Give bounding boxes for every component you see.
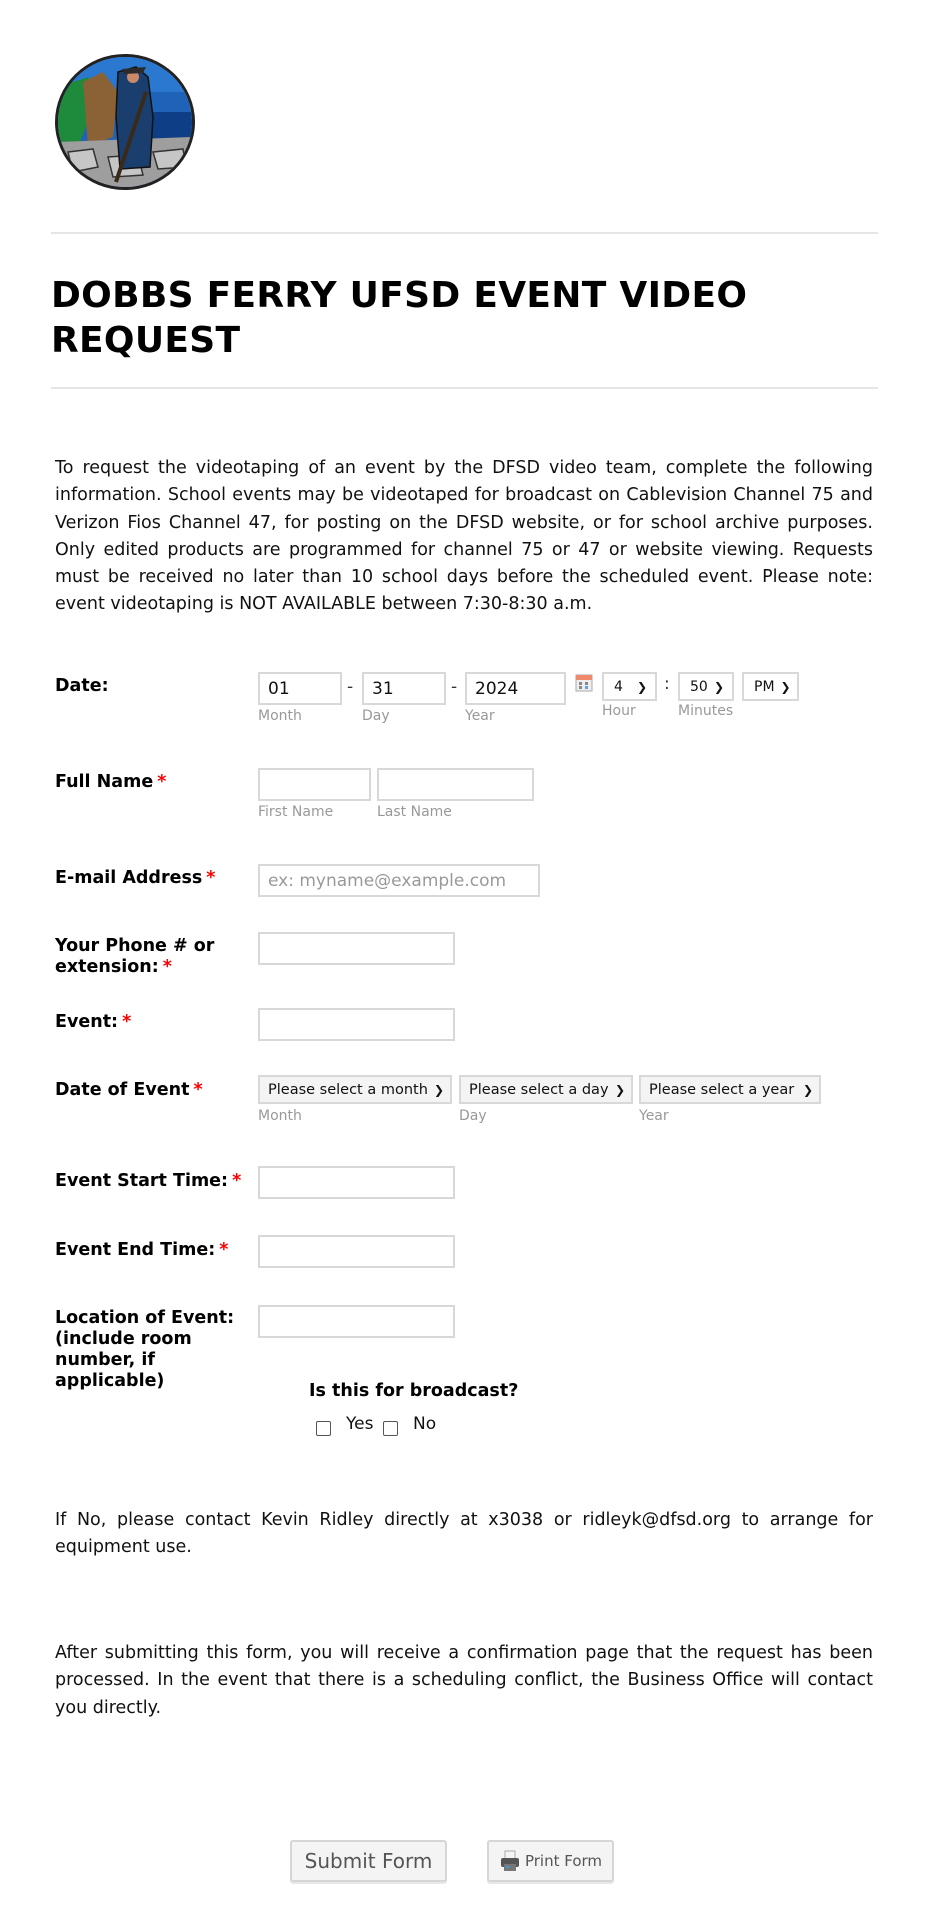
last-name-sublabel: Last Name xyxy=(377,804,452,820)
date-separator: - xyxy=(451,677,458,697)
after-submit-note: After submitting this form, you will receive a confirmation page that the request has been processed. In the event that there is a scheduling conflict, the Business Office will contact you directly. xyxy=(55,1643,873,1718)
date-month-input[interactable] xyxy=(258,672,342,705)
first-name-sublabel: First Name xyxy=(258,804,334,820)
email-label xyxy=(55,868,215,889)
event-month-select[interactable] xyxy=(258,1075,452,1104)
event-input[interactable] xyxy=(258,1008,455,1041)
minutes-sublabel: Minutes xyxy=(678,703,734,719)
if-no-note: If No, please contact Kevin Ridley directly at x3038 or ridleyk@dfsd.org to arrange for equipment use. xyxy=(55,1510,873,1558)
hour-sublabel: Hour xyxy=(602,703,636,719)
page-title xyxy=(51,273,871,363)
required-marker: * xyxy=(193,1080,203,1100)
end-time-label-text: Event End Time: xyxy=(55,1240,216,1260)
broadcast-yes-label: Yes xyxy=(346,1414,374,1434)
event-day-select[interactable] xyxy=(459,1075,633,1104)
end-time-label xyxy=(55,1240,228,1261)
required-marker: * xyxy=(122,1012,132,1032)
event-day-select-value: Please select a day xyxy=(469,1081,609,1098)
hour-select[interactable] xyxy=(602,672,657,701)
required-marker: * xyxy=(162,957,172,977)
first-name-input[interactable] xyxy=(258,768,371,801)
required-marker: * xyxy=(219,1240,229,1260)
date-separator: - xyxy=(347,677,354,697)
chevron-down-icon: ❯ xyxy=(713,679,724,694)
broadcast-yes-checkbox[interactable] xyxy=(316,1421,331,1436)
chevron-down-icon: ❯ xyxy=(802,1082,813,1097)
start-time-label xyxy=(55,1171,241,1192)
printer-icon xyxy=(499,1850,521,1872)
email-input[interactable] xyxy=(258,864,540,897)
district-seal-icon xyxy=(58,57,192,187)
full-name-label xyxy=(55,772,166,793)
page-title-line2: REQUEST xyxy=(51,320,241,361)
date-month-sublabel: Month xyxy=(258,708,302,724)
date-day-sublabel: Day xyxy=(362,708,390,724)
end-time-input[interactable] xyxy=(258,1235,455,1268)
calendar-icon[interactable] xyxy=(575,674,593,692)
broadcast-question: Is this for broadcast? xyxy=(309,1381,519,1401)
date-year-input[interactable] xyxy=(465,672,566,705)
location-label-line1: Location of Event: xyxy=(55,1308,235,1328)
page-title-line1: DOBBS FERRY UFSD EVENT VIDEO xyxy=(51,275,748,316)
broadcast-no-checkbox[interactable] xyxy=(383,1421,398,1436)
date-year-sublabel: Year xyxy=(465,708,495,724)
district-logo xyxy=(55,54,195,190)
required-marker: * xyxy=(232,1171,242,1191)
phone-label-line1: Your Phone # or xyxy=(55,936,215,956)
event-month-select-value: Please select a month xyxy=(268,1081,428,1098)
last-name-input[interactable] xyxy=(377,768,534,801)
event-year-select-value: Please select a year xyxy=(649,1081,795,1098)
submit-form-button[interactable] xyxy=(290,1840,447,1882)
full-name-label-text: Full Name xyxy=(55,772,154,792)
hour-select-value: 4 xyxy=(614,678,623,695)
start-time-label-text: Event Start Time: xyxy=(55,1171,229,1191)
location-label-line3: number, if xyxy=(55,1350,155,1370)
location-input[interactable] xyxy=(258,1305,455,1338)
print-form-button[interactable] xyxy=(487,1840,614,1882)
location-label-line4: applicable) xyxy=(55,1371,165,1391)
date-label: Date: xyxy=(55,676,109,696)
start-time-input[interactable] xyxy=(258,1166,455,1199)
chevron-down-icon: ❯ xyxy=(780,679,791,694)
event-year-select[interactable] xyxy=(639,1075,821,1104)
event-label xyxy=(55,1012,131,1033)
broadcast-no-label: No xyxy=(413,1414,437,1434)
header-divider-top xyxy=(51,232,878,234)
chevron-down-icon: ❯ xyxy=(433,1082,444,1097)
chevron-down-icon: ❯ xyxy=(614,1082,625,1097)
location-label-line2: (include room xyxy=(55,1329,192,1349)
event-day-sublabel: Day xyxy=(459,1108,487,1124)
print-form-button-label: Print Form xyxy=(524,1852,603,1870)
location-label xyxy=(55,1308,245,1392)
intro-text: To request the videotaping of an event by the DFSD video team, complete the following information. School events may be videotaped for broadcast on Cablevision Channel 75 and Verizon Fios Channel 47, for posting on the DFSD website, or for school archive purposes. Only edited products are programmed for channel 75 or 47 or website viewing. Requests must be received no later than 10 school days before the scheduled event. Please note: event videotaping is NOT AVAILABLE between 7:30-8:30 a.m. xyxy=(55,458,873,615)
event-label-text: Event: xyxy=(55,1012,119,1032)
email-label-text: E-mail Address xyxy=(55,868,203,888)
date-of-event-label-text: Date of Event xyxy=(55,1080,190,1100)
minutes-select-value: 50 xyxy=(690,678,708,695)
ampm-select-value: PM xyxy=(754,678,775,695)
submit-form-button-label: Submit Form xyxy=(304,1849,433,1873)
required-marker: * xyxy=(157,772,167,792)
time-separator: : xyxy=(664,674,670,694)
date-of-event-label xyxy=(55,1080,203,1101)
phone-label xyxy=(55,936,245,978)
event-month-sublabel: Month xyxy=(258,1108,302,1124)
phone-input[interactable] xyxy=(258,932,455,965)
chevron-down-icon: ❯ xyxy=(636,679,647,694)
date-day-input[interactable] xyxy=(362,672,446,705)
ampm-select[interactable] xyxy=(742,672,799,701)
phone-label-line2: extension: xyxy=(55,957,159,977)
minutes-select[interactable] xyxy=(678,672,734,701)
required-marker: * xyxy=(206,868,216,888)
header-divider-bottom xyxy=(51,387,878,389)
event-year-sublabel: Year xyxy=(639,1108,669,1124)
